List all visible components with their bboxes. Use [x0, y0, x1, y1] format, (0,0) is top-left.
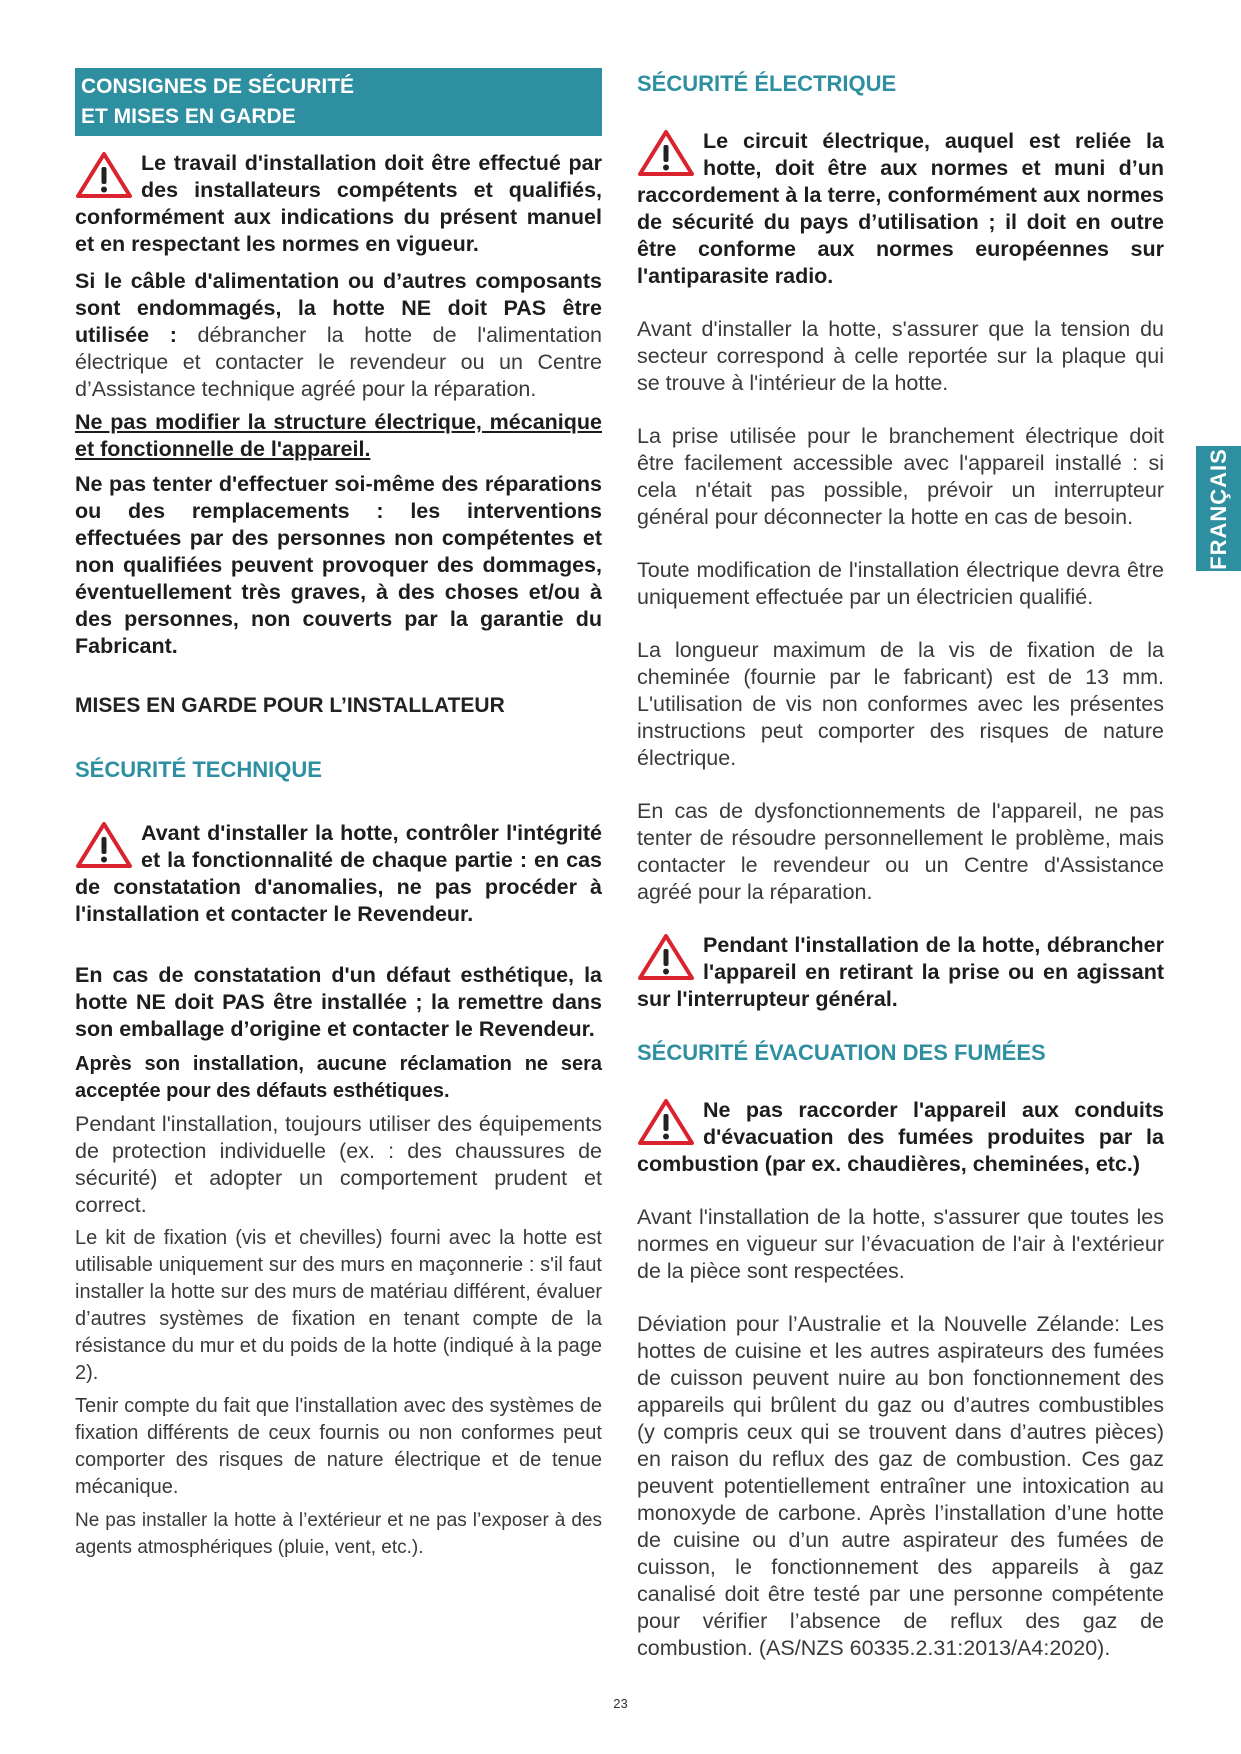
left-column — [75, 68, 602, 1561]
page-number: 23 — [613, 1696, 628, 1711]
paragraph: Ne pas modifier la structure électrique, mécanique et fonctionnelle de l'appareil. — [75, 410, 602, 461]
section-heading: SÉCURITÉ ÉVACUATION DES FUMÉES — [637, 1040, 1046, 1065]
warning-text: Ne pas raccorder l'appareil aux conduits d'évacuation des fumées produites par la combustion (par ex. chaudières, cheminées, etc.) — [637, 1098, 1164, 1176]
warning-block — [637, 128, 1164, 290]
language-tab — [1196, 446, 1241, 571]
warning-text: Le travail d'installation doit être effectué par des installateurs compétents et qualifiés, conformément aux indications du présent manuel et en respectant les normes en vigueur. — [75, 151, 602, 256]
warning-block — [75, 150, 602, 258]
paragraph: En cas de dysfonctionnements de l'appareil, ne pas tenter de résoudre personnellement le problème, mais contacter le revendeur ou un Centre d'Assistance agréé pour la réparation. — [637, 799, 1164, 904]
banner-line-2: ET MISES EN GARDE — [81, 105, 296, 128]
banner-line-1: CONSIGNES DE SÉCURITÉ — [81, 75, 355, 98]
warning-triangle-icon — [75, 820, 133, 870]
warning-triangle-icon — [75, 150, 133, 200]
section-heading: SÉCURITÉ TECHNIQUE — [75, 757, 322, 782]
paragraph: En cas de constatation d'un défaut esthétique, la hotte NE doit PAS être installée ; la remettre dans son emballage d’origine et contacter le Revendeur. — [75, 963, 602, 1041]
subheading: MISES EN GARDE POUR L’INSTALLATEUR — [75, 694, 505, 717]
warning-text: Le circuit électrique, auquel est reliée la hotte, doit être aux normes et muni d’un raccordement à la terre, conformément aux normes de sécurité du pays d’utilisation ; il doit en outre être conforme aux normes européennes sur l'antiparasite radio. — [637, 129, 1164, 288]
warning-text: Avant d'installer la hotte, contrôler l'intégrité et la fonctionnalité de chaque partie : en cas de constatation d'anomalies, ne pas procéder à l'installation et contacter le Revendeur. — [75, 821, 602, 926]
paragraph: Pendant l'installation, toujours utiliser des équipements de protection individuelle (ex. : des chaussures de sécurité) et adopter un comportement prudent et correct. — [75, 1112, 602, 1217]
paragraph: Toute modification de l'installation électrique devra être uniquement effectuée par un électricien qualifié. — [637, 558, 1164, 609]
warning-block — [637, 1097, 1164, 1178]
paragraph: Après son installation, aucune réclamation ne sera acceptée pour des défauts esthétiques. — [75, 1053, 602, 1102]
warning-text: Pendant l'installation de la hotte, débrancher l'appareil en retirant la prise ou en agissant sur l'interrupteur général. — [637, 933, 1164, 1011]
right-column — [637, 68, 1164, 1662]
paragraph-rest: débrancher la hotte de l'alimentation électrique et contacter le revendeur ou un Centre d’Assistance technique agréé pour la réparation. — [75, 323, 603, 401]
language-tab-label: FRANÇAIS — [1205, 447, 1231, 570]
paragraph: Le kit de fixation (vis et chevilles) fourni avec la hotte est utilisable uniquement sur des murs en maçonnerie : s'il faut installer la hotte sur des murs de matériau différent, évaluer d’autres systèmes de fixation en tenant compte de la résistance du mur et du poids de la hotte (indiqué à la page 2). — [75, 1227, 602, 1384]
paragraph: Déviation pour l’Australie et la Nouvelle Zélande: Les hottes de cuisine et les autres aspirateurs des fumées de cuisson peuvent nuire au bon fonctionnement des appareils qui brûlent du gaz ou d’autres combustibles (y compris ceux qui se trouvent dans d’autres pièces) en raison du reflux des gaz de combustion. Ces gaz peuvent potentiellement entraîner une intoxication au monoxyde de carbone. Après l’installation d’une hotte de cuisine ou d’un autre aspirateur des fumées de cuisson, le fonctionnement des appareils à gaz canalisé doit être testé par une personne compétente pour vérifier l’absence de reflux des gaz de combustion. (AS/NZS 60335.2.31:2013/A4:2020). — [637, 1312, 1164, 1660]
warning-triangle-icon — [637, 932, 695, 982]
warning-triangle-icon — [637, 1097, 695, 1147]
paragraph — [75, 268, 602, 403]
paragraph: La prise utilisée pour le branchement électrique doit être facilement accessible avec l'appareil installé : si cela n'était pas possible, prévoir un interrupteur général pour déconnecter la hotte en cas de besoin. — [637, 424, 1164, 529]
warning-triangle-icon — [637, 128, 695, 178]
section-heading: SÉCURITÉ ÉLECTRIQUE — [637, 71, 897, 96]
paragraph: Ne pas tenter d'effectuer soi-même des réparations ou des remplacements : les interventions effectuées par des personnes non compétentes et non qualifiées peuvent provoquer des dommages, éventuellement très graves, à des choses et/ou à des personnes, non couverts par la garantie du Fabricant. — [75, 472, 602, 658]
paragraph: Avant d'installer la hotte, s'assurer que la tension du secteur correspond à celle reportée sur la plaque qui se trouve à l'intérieur de la hotte. — [637, 317, 1164, 395]
warning-block — [75, 820, 602, 928]
paragraph: Tenir compte du fait que l'installation avec des systèmes de fixation différents de ceux fournis ou non conformes peut comporter des risques de nature électrique et de tenue mécanique. — [75, 1395, 602, 1498]
warning-block — [637, 932, 1164, 1013]
section-banner — [75, 68, 602, 136]
paragraph: La longueur maximum de la vis de fixation de la cheminée (fournie par le fabricant) est de 13 mm. L'utilisation de vis non conformes avec les présentes instructions peut comporter des risques de nature électrique. — [637, 638, 1164, 770]
paragraph: Ne pas installer la hotte à l’extérieur et ne pas l’exposer à des agents atmosphériques (pluie, vent, etc.). — [75, 1510, 602, 1558]
paragraph: Avant l'installation de la hotte, s'assurer que toutes les normes en vigueur sur l’évacuation de l'air à l'extérieur de la pièce sont respectées. — [637, 1205, 1164, 1283]
paragraph-bold: Si le câble d'alimentation ou d’autres composants sont endommagés, la hotte NE doit PAS être utilisée : — [75, 269, 602, 347]
